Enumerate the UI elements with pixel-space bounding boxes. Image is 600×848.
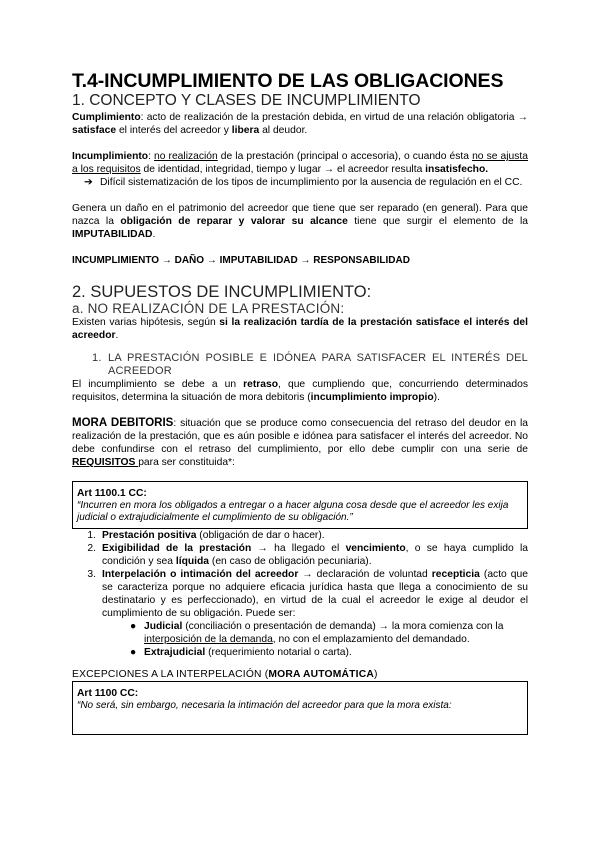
- arrow-note: ➔ Difícil sistematización de los tipos de incumplimiento por la ausencia de regulación en el CC.: [84, 177, 523, 188]
- article-quote: “Incurren en mora los obligados a entregar o a hacer alguna cosa desde que el acreedor les exija judicial o extrajudicialmente el cumplimiento de su obligación.”: [77, 500, 509, 523]
- chain-line: INCUMPLIMIENTO → DAÑO → IMPUTABILIDAD → RESPONSABILIDAD: [72, 255, 410, 266]
- section-1-heading: 1. CONCEPTO Y CLASES DE INCUMPLIMIENTO: [72, 92, 421, 109]
- article-1100-box: [72, 681, 528, 735]
- requisitos-list: [72, 529, 528, 620]
- bullet-extrajudicial: ● Extrajudicial (requerimiento notarial o carta).: [130, 647, 352, 658]
- section-2-heading: 2. SUPUESTOS DE INCUMPLIMIENTO:: [72, 283, 372, 301]
- page-title: T.4-INCUMPLIMIENTO DE LAS OBLIGACIONES: [72, 70, 504, 92]
- list-item: 1. Prestación positiva (obligación de dar o hacer).: [87, 530, 325, 541]
- dano-paragraph: Genera un daño en el patrimonio del acreedor que tiene que ser reparado (en general). Para que nazca la obligación de reparar y valorar su alcance tiene que surgir el elemento de la IMPUTABILIDAD.: [72, 203, 529, 240]
- cumplimiento-paragraph: Cumplimiento: acto de realización de la prestación debida, en virtud de una relación obligatoria → satisface el interés del acreedor y libera al deudor.: [72, 112, 528, 136]
- incumplimiento-paragraph: Incumplimiento: no realización de la prestación (principal o accesoria), o cuando ésta no se ajusta a los requisitos de identidad, integridad, tiempo y lugar → el acreedor resulta insatisfecho.: [72, 151, 528, 175]
- article-quote: “No será, sin embargo, necesaria la intimación del acreedor para que la mora exista:: [77, 700, 452, 711]
- article-title: Art 1100 CC:: [77, 688, 139, 699]
- mora-paragraph: MORA DEBITORIS: situación que se produce como consecuencia del retraso del deudor en la realización de la prestación, que es aún posible e idónea para satisfacer el interés del acreedor. No debe confundirse con el retraso del cumplimiento, por ello debe cumplir con una serie de REQUISITOS para ser constituida*:: [72, 417, 528, 468]
- item-1-heading: 1. LA PRESTACIÓN POSIBLE E IDÓNEA PARA SATISFACER EL INTERÉS DEL ACREEDOR: [92, 352, 528, 377]
- list-item: 3. Interpelación o intimación del acreedor → declaración de voluntad recepticia (acto que se caracteriza porque no adquiere eficacia jurídica hasta que llega a conocimiento de su destinatario y es perfeccionado), en virtud de la cual el acreedor le exige al deudor el cumplimiento de su obligación. Puede ser:: [87, 569, 528, 619]
- subsection-a-heading: a. NO REALIZACIÓN DE LA PRESTACIÓN:: [72, 301, 345, 316]
- document-page: [72, 70, 528, 735]
- arrow-icon: ➔: [84, 177, 93, 188]
- bullet-judicial: ● Judicial (conciliación o presentación de demanda) → la mora comienza con la interposición de la demanda, no con el emplazamiento del demandado.: [130, 621, 504, 645]
- retraso-paragraph: El incumplimiento se debe a un retraso, que cumpliendo que, concurriendo determinados requisitos, determina la situación de mora debitoris (incumplimiento impropio).: [72, 379, 528, 403]
- list-item: 2. Exigibilidad de la prestación → ha llegado el vencimiento, o se haya cumplido la condición y sea líquida (en caso de obligación pecuniaria).: [87, 543, 528, 567]
- excepciones-heading: EXCEPCIONES A LA INTERPELACIÓN (MORA AUTOMÁTICA): [72, 669, 378, 680]
- article-1100-1-box: [72, 481, 528, 529]
- bullet-icon: ●: [130, 621, 137, 632]
- article-title: Art 1100.1 CC:: [77, 488, 147, 499]
- bullet-icon: ●: [130, 647, 137, 658]
- hipotesis-paragraph: Existen varias hipótesis, según si la realización tardía de la prestación satisface el interés del acreedor.: [72, 317, 528, 341]
